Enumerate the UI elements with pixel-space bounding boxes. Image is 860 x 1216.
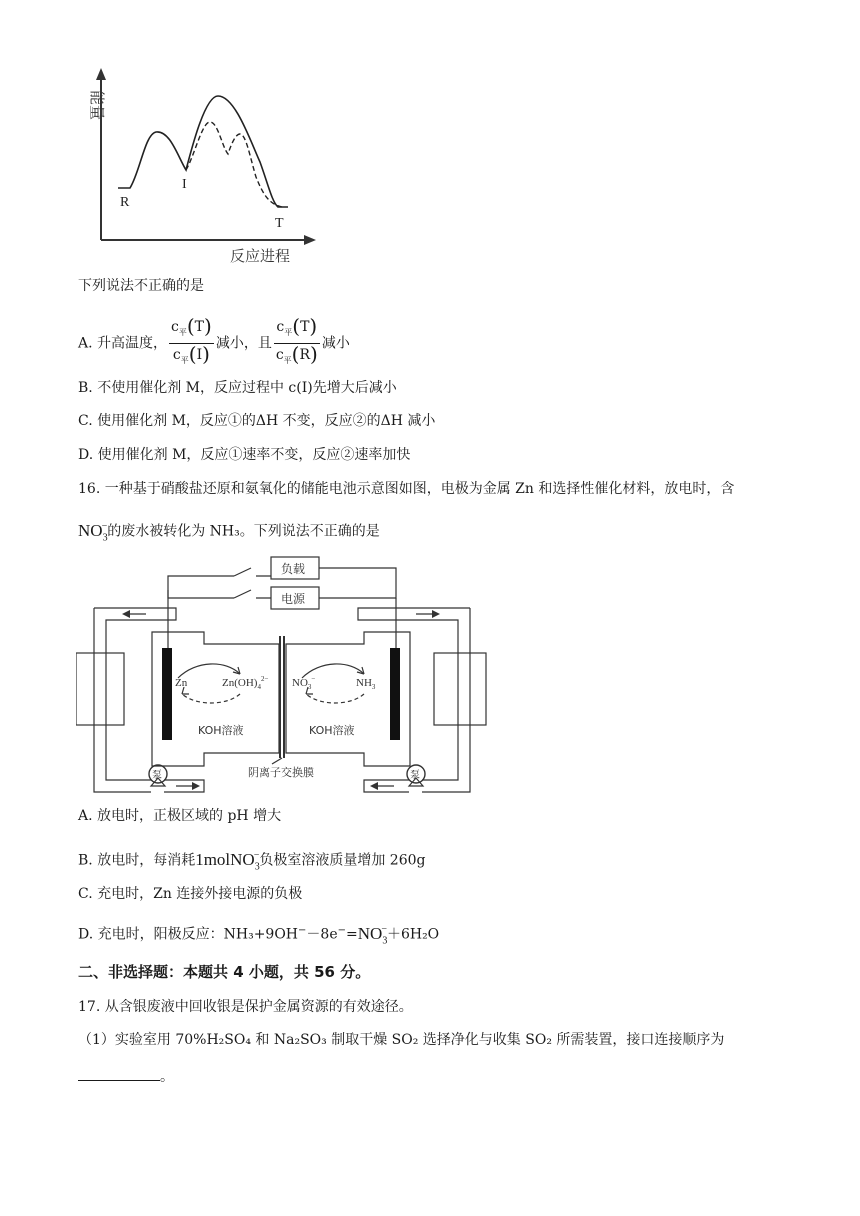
q16-stem-line2: $NO_3^-$的废水被转化为 NH₃。下列说法不正确的是 bbox=[78, 520, 380, 544]
fraction-t-over-i: $\frac{c_平(T)}{c_平(I)}$ bbox=[171, 314, 212, 366]
label-r: R bbox=[120, 195, 130, 210]
wire-top bbox=[168, 576, 234, 598]
zn-oh4-label: $Zn(OH)_4^{2-}$ bbox=[222, 675, 269, 691]
q16-option-b: B. 放电时，每消耗1molNO$_3$−负极室溶液质量增加 260g bbox=[78, 849, 426, 873]
left-tank bbox=[76, 653, 124, 725]
load-label: 负载 bbox=[281, 562, 306, 576]
zn-oxidation-arrow bbox=[178, 664, 240, 678]
battery-diagram bbox=[76, 548, 488, 798]
power-label: 电源 bbox=[281, 592, 306, 606]
pipe-right bbox=[358, 608, 470, 792]
zn-label: Zn bbox=[175, 677, 188, 689]
pump-right-label: 泵 bbox=[410, 770, 420, 781]
q17-intro: 17. 从含银废液中回收银是保护金属资源的有效途径。 bbox=[78, 999, 413, 1015]
fraction-t-over-r: $\frac{c_平(T)}{c_平(R)}$ bbox=[275, 314, 318, 366]
pump-left-label: 泵 bbox=[152, 770, 162, 781]
membrane-label: 阴离子交换膜 bbox=[248, 766, 314, 779]
energy-profile-diagram bbox=[70, 62, 340, 272]
x-axis-label: 反应进程 bbox=[230, 247, 291, 265]
section-2-heading: 二、非选择题：本题共 4 小题，共 56 分。 bbox=[78, 963, 371, 981]
koh-right-label: KOH溶液 bbox=[309, 724, 355, 737]
q15-option-d: D. 使用催化剂 M，反应①速率不变，反应②速率加快 bbox=[78, 447, 411, 463]
q16-option-c: C. 充电时，Zn 连接外接电源的负极 bbox=[78, 886, 303, 902]
label-t: T bbox=[275, 216, 284, 231]
answer-blank[interactable] bbox=[78, 1066, 160, 1081]
dashed-energy-curve bbox=[186, 122, 282, 207]
nh3-label: $NH_3$ bbox=[356, 677, 376, 691]
q15-prompt: 下列说法不正确的是 bbox=[78, 278, 204, 294]
y-axis-arrow bbox=[96, 68, 106, 80]
q17-answer-line: 。 bbox=[78, 1066, 174, 1087]
q16-option-a: A. 放电时，正极区域的 pH 增大 bbox=[78, 808, 282, 824]
q15-a-mid: 减小，且 bbox=[215, 335, 272, 352]
no3-label: $NO_3^-$ bbox=[292, 675, 316, 691]
q15-a-suffix: 减小 bbox=[321, 335, 350, 352]
right-tank bbox=[434, 653, 486, 725]
y-axis-label: 能量 bbox=[88, 90, 106, 121]
q15-option-b: B. 不使用催化剂 M，反应过程中 c(I)先增大后减小 bbox=[78, 380, 397, 396]
label-i: I bbox=[182, 177, 187, 192]
q15-option-c: C. 使用催化剂 M，反应①的ΔH 不变，反应②的ΔH 减小 bbox=[78, 413, 436, 429]
q17-part1: （1）实验室用 70%H₂SO₄ 和 Na₂SO₃ 制取干燥 SO₂ 选择净化与收集 SO₂ 所需装置，接口连接顺序为 bbox=[78, 1032, 725, 1048]
q16-option-d: D. 充电时，阳极反应：$NH_3+9OH^--8e^-=NO_3^-+6H_2O$ bbox=[78, 923, 440, 947]
x-axis-arrow bbox=[304, 235, 316, 245]
q15-a-prefix: A. 升高温度， bbox=[78, 335, 168, 352]
catalyst-electrode bbox=[390, 648, 400, 740]
koh-left-label: KOH溶液 bbox=[198, 724, 244, 737]
q15-option-a bbox=[78, 316, 350, 371]
q16-stem-line1: 16. 一种基于硝酸盐还原和氨氧化的储能电池示意图如图，电极为金属 Zn 和选择性催化材料，放电时，含 bbox=[78, 481, 735, 497]
zn-electrode bbox=[162, 648, 172, 740]
